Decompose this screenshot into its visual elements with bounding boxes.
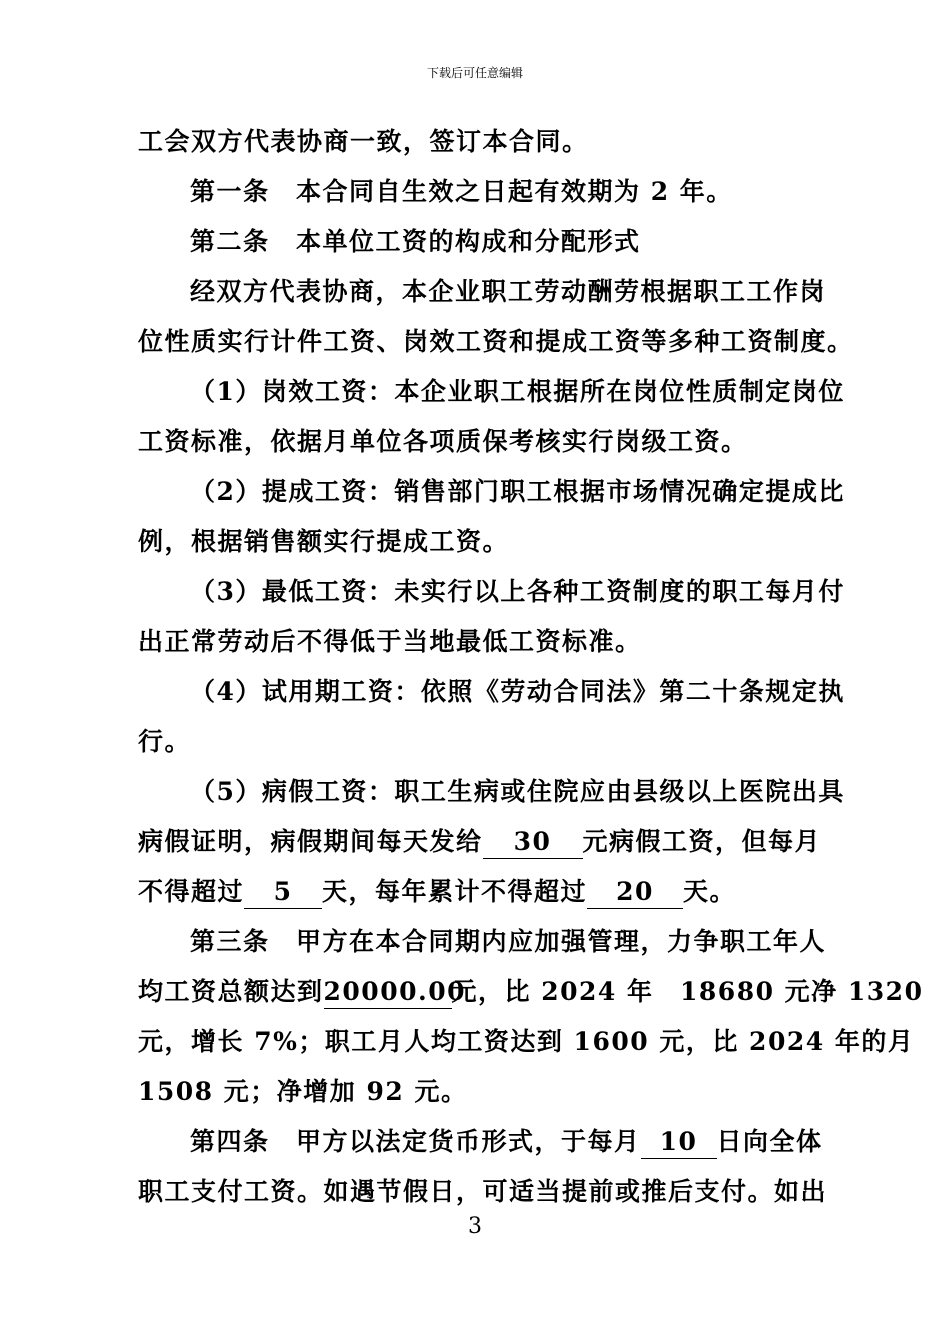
text-fragment: 均工资总额达到 — [138, 977, 324, 1006]
text-fragment: 元，比 2024 年 18680 元净 1320 — [451, 977, 924, 1006]
text-line: 行。 — [138, 727, 192, 756]
fill-blank-pay-day: 10 — [641, 1126, 717, 1159]
text-line: 例，根据销售额实行提成工资。 — [138, 527, 510, 556]
text-line: 工会双方代表协商一致，签订本合同。 — [138, 127, 589, 156]
text-line: 经双方代表协商，本企业职工劳动酬劳根据职工工作岗 — [190, 277, 827, 306]
text-fragment: 日向全体 — [716, 1127, 823, 1156]
article-2-title: 第二条 本单位工资的构成和分配形式 — [190, 227, 641, 256]
page-number: 3 — [468, 1214, 482, 1239]
text-fragment: 天，每年累计不得超过 — [322, 877, 588, 906]
text-line: 元，增长 7%；职工月人均工资达到 1600 元，比 2024 年的月 — [138, 1027, 915, 1056]
text-line — [138, 876, 828, 909]
text-fragment: 天。 — [683, 877, 737, 906]
text-line: 1508 元；净增加 92 元。 — [138, 1077, 468, 1106]
item-2: （2）提成工资：销售部门职工根据市场情况确定提成比 — [190, 477, 845, 506]
text-line — [138, 826, 828, 859]
article-3: 第三条 甲方在本合同期内应加强管理，力争职工年人 — [190, 927, 827, 956]
text-line: 位性质实行计件工资、岗效工资和提成工资等多种工资制度。 — [138, 327, 854, 356]
article-4 — [190, 1126, 830, 1159]
item-5: （5）病假工资：职工生病或住院应由县级以上医院出具 — [190, 777, 845, 806]
text-line: 职工支付工资。如遇节假日，可适当提前或推后支付。如出 — [138, 1177, 828, 1206]
item-1: （1）岗效工资：本企业职工根据所在岗位性质制定岗位 — [190, 377, 845, 406]
fill-blank-sick-yearly: 20 — [587, 876, 683, 909]
fill-blank-annual-total: 20000.00 — [324, 976, 452, 1009]
text-fragment: 元病假工资，但每月 — [582, 827, 822, 856]
item-4: （4）试用期工资：依照《劳动合同法》第二十条规定执 — [190, 677, 845, 706]
fill-blank-sick-daily: 30 — [483, 826, 583, 859]
text-line: 出正常劳动后不得低于当地最低工资标准。 — [138, 627, 642, 656]
text-line: 工资标准，依据月单位各项质保考核实行岗级工资。 — [138, 427, 748, 456]
item-3: （3）最低工资：未实行以上各种工资制度的职工每月付 — [190, 577, 845, 606]
text-fragment: 第四条 甲方以法定货币形式，于每月 — [190, 1127, 641, 1156]
page-header: 下载后可任意编辑 — [426, 66, 523, 80]
text-line — [138, 976, 924, 1009]
text-fragment: 病假证明，病假期间每天发给 — [138, 827, 483, 856]
fill-blank-sick-monthly: 5 — [244, 876, 322, 909]
article-1: 第一条 本合同自生效之日起有效期为 2 年。 — [190, 177, 733, 206]
text-fragment: 不得超过 — [138, 877, 245, 906]
